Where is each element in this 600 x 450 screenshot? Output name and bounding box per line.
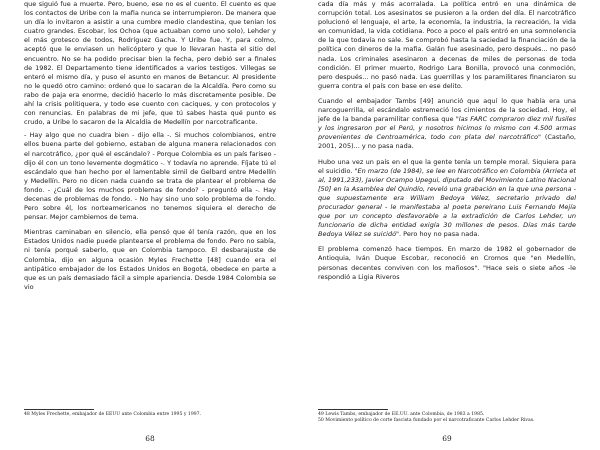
footnote-divider bbox=[318, 409, 388, 410]
footnote-divider bbox=[24, 409, 94, 410]
footnotes bbox=[318, 412, 576, 424]
right-page bbox=[318, 0, 576, 450]
quote: "las FARC compraron diez mil fusiles y los ingresaron por el Perú, y nosotros hicimos lo mismo con 4.500 armas provenientes de Centroamérica, todo con plata del narcotráfico" bbox=[318, 115, 576, 142]
footnote: 49 Lewis Tambs, embajador de EE.UU. ante Colombia, de 1983 a 1985. bbox=[318, 412, 485, 417]
paragraph bbox=[318, 97, 576, 152]
text-run: Hubo una vez un país en el que la gente tenía un temple moral. Siquiera para el suicidio. bbox=[318, 157, 576, 175]
footnote: 48 Myles Frechette, embajador de EEUU ante Colombia entre 1995 y 1997. bbox=[24, 412, 202, 417]
paragraph: Mientras caminaban en silencio, ella pensó que él tenía razón, que en los Estados Unidos nadie puede plantearse el problema de fondo. Pero no sabía, ni tenía porqué saberlo, que en Colombia tampoco. El desbarajuste de Colombia, dijo en alguna ocasión Myles Frechette [48] cuando era el antipático embajador de los Estados Unidos en Bogotá, obedece en parte a que es un país demasiado fácil a simple apariencia. Desde 1984 Colombia se vio bbox=[24, 228, 276, 291]
text-run: . Pero hoy no pasa nada. bbox=[399, 230, 480, 239]
footnotes bbox=[24, 412, 276, 418]
text-run: (Castaño, 2001, 205)... y no pasa nada. bbox=[318, 133, 576, 151]
right-page-body bbox=[318, 0, 576, 288]
page-number: 68 bbox=[145, 434, 155, 443]
paragraph: - Hay algo que no cuadra bien - dijo ella -. Si muchos colombianos, entre ellos buena parte del gobierno, estaban de alguna manera relacionados con el narcotráfico, ¿por qué el escándalo? - Porque Colombia es un país fariseo - dijo él con un tono levemente dogmático -. Y todavía no aprende. Fíjate tú el escándalo que han hecho por el lamentable simil de Gelbard entre Medellín y Medellín. Pero no dicen nada cuando se trata de plantear el problema de fondo. - ¿Cuál de los muchos problemas de fondo? - preguntó ella -. Hay decenas de problemas de fondo. - No hay sino uno solo problema de fondo. Pero sobre él, los norteamericanos no tenemos siquiera el derecho de pensar. Mejor cambiemos de tema. bbox=[24, 131, 276, 222]
text-run: Cuando el embajador Tambs [49] anunció que aquí lo que había era una narcoguerrilla, el escándalo estremeció los cimientos de la sociedad. Hoy, el jefe de la banda paramilitar confiesa que bbox=[318, 96, 576, 124]
page-number: 69 bbox=[442, 434, 452, 443]
paragraph: que siguió fue a muerte. Pero, bueno, ese no es el cuento. El cuento es que los contactos de Uribe con la mafia nunca se interrumpieron. De manera que un día lo invitaron a asistir a una cumbre medio clandestina, que tenían los cuatro grandes. Escobar, los Ochoa (que actuaban como uno solo), Lehder y el más grotesco de todos, Rodríguez Gacha. Y Uribe fue. Y, para colmo, aceptó que le enviasen un helicóptero y que lo llevaran hasta el sitio del encuentro. No se ha podido precisar bien la fecha, pero debió ser a finales de 1982. El Departamento tiene identificados a varios testigos. Villegas se enteró el mismo día, y puso el asunto en manos de Betancur. Al presidente no le quedó otro camino: ordenó que lo sacaran de la Alcaldía. Pero como su rabo de paja era enorme, decidió hacerlo lo más discretamente posible. De ahí la crisis politiquera, y todo ese cuento con caciques, y con protocolos y con renuncias. En palabras de mi jefe, que tú sabes hasta qué punto es crudo, a Uribe lo sacaron de la Alcaldía de Medellín por narcotraficante. bbox=[24, 0, 276, 127]
paragraph: cada día más y más acorralada. La política entró en una dinámica de corrupción total. Los asesinatos se pusieron a la orden del día. El narcotráfico polucionó el lenguaje, el arte, la economía, la industria, la recreación, la vida en comunidad, la vida cotidiana. Poco a poco el país entró en una somnolencia de la que todavía no sale. Se comprobó hasta la saciedad la financiación de la política con dineros de la mafia. Galán fue asesinado, pero después... no pasó nada. Los criminales asesinaron a decenas de miles de personas de toda condición. El primer muerto, Rodrigo Lara Bonilla, provocó una conmoción, pero después... no pasó nada. Las guerrillas y los paramilitares financiaron su guerra contra el país con base en ese delito. bbox=[318, 0, 576, 90]
left-page bbox=[24, 0, 276, 450]
footnote: 50 Movimiento político de corte fascista fundado por el narcotraficante Carlos Lehder Rivas. bbox=[318, 418, 535, 424]
quote: "En marzo (de 1984), se lee en Narcotráfico en Colombia (Arrieta et al, 1991,233), Javier Ocampo Upegui, diputado del Movimiento Latino Nacional [50] en la Asamblea del Quindío, reveló una grabación en la que una persona - que supuestamente era William Bedoya Vélez, secretario privado del procurador general - le manifestaba al poeta pereirano Luis Fernando Mejía que por un concepto desfavorable a la extradición de Carlos Lehder, un funcionario de dicha entidad exigía 30 millones de pesos. Días más tarde Bedoya Vélez se suicidó" bbox=[318, 166, 576, 239]
left-page-body bbox=[24, 0, 276, 298]
paragraph: El problema comenzó hace tiempos. En marzo de 1982 el gobernador de Antioquia, Iván Duque Escobar, reconoció en Cromos que "en Medellín, personas decentes conviven con los mañosos". "Hace seis o siete años -le respondió a Ligia Riveros bbox=[318, 245, 576, 281]
paragraph bbox=[318, 158, 576, 240]
